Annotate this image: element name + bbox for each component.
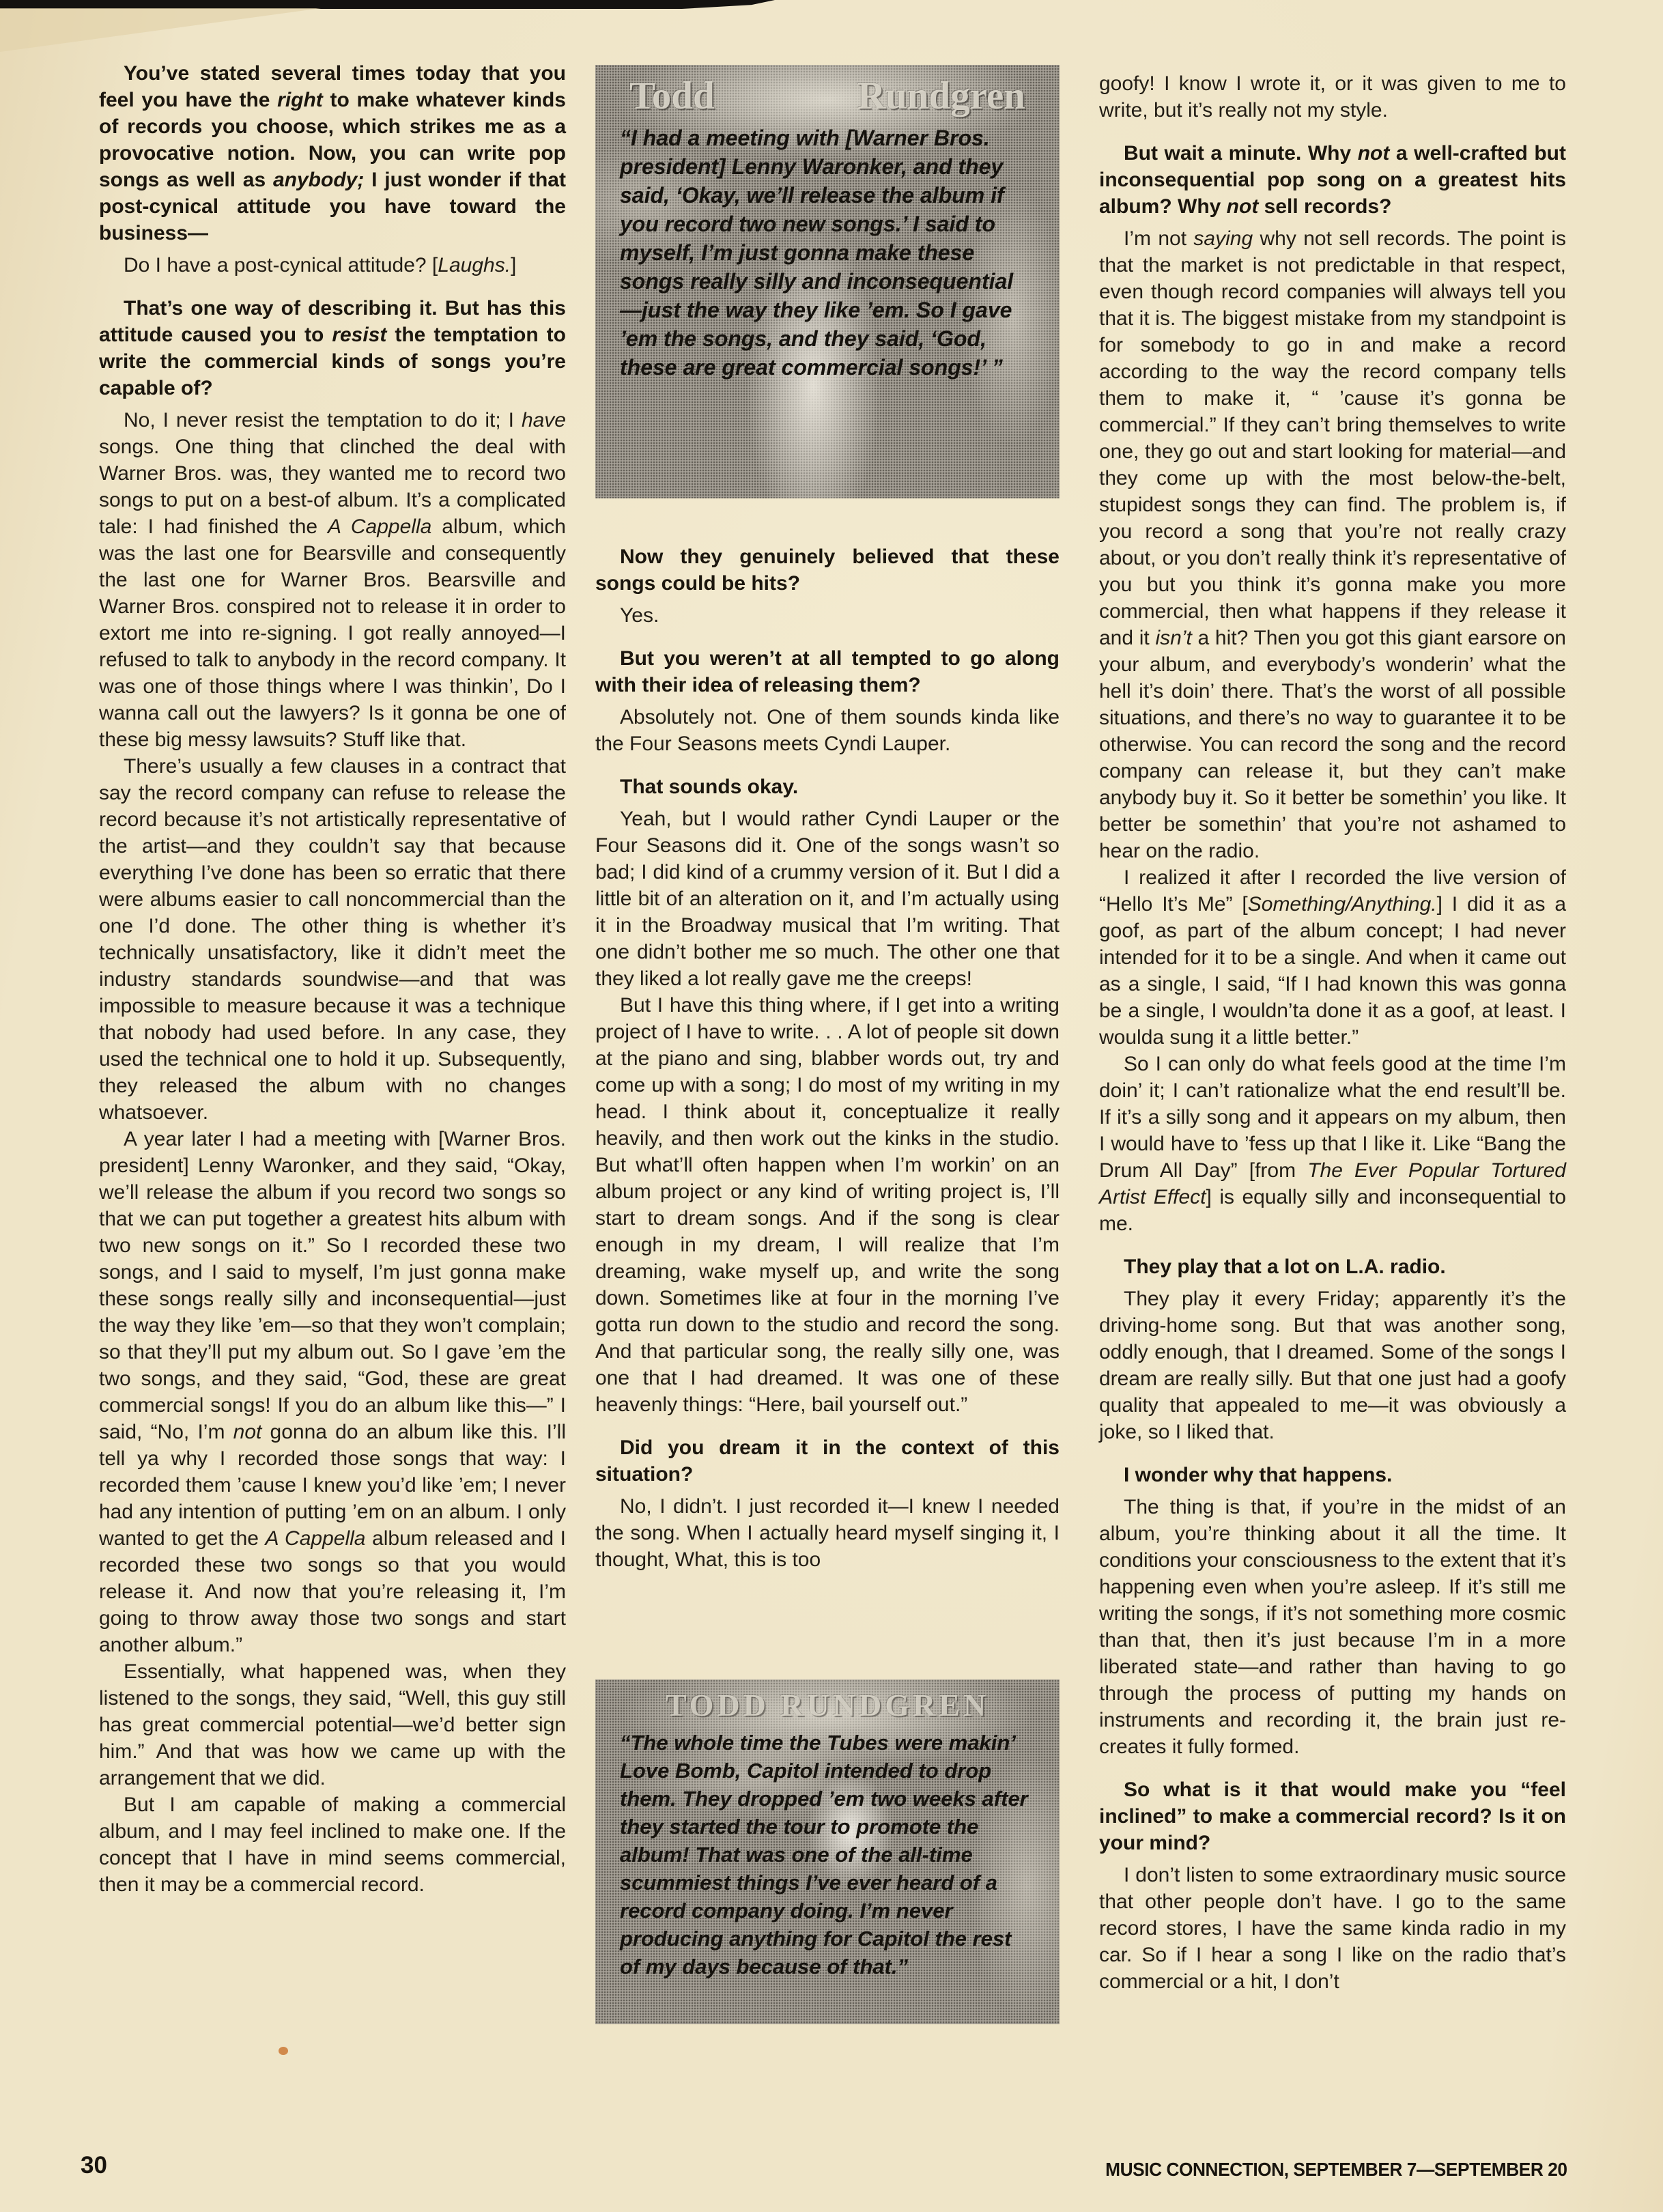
question-paragraph: I wonder why that happens. (1124, 1464, 1393, 1486)
question-paragraph: Now they genuinely believed that these songs could be hits? (595, 545, 1060, 595)
answer-paragraph: There’s usually a few clauses in a contract that say the record company can refuse to release the record because it’s not artistically representative of the artist—and they couldn’t say that because everything I’ve done has been so erratic that there were albums easier to call noncommercial than the one I’d done. The other thing is whether it’s technically unsatisfactory, like it didn’t meet the industry standards soundwise—and that was impossible to measure because it was a technique that nobody had used before. In any case, they used the technical one to hold it up. Subsequently, they released the album with no changes whatsoever. (99, 755, 566, 1124)
answer-paragraph: Do I have a post-cynical attitude? [Laughs.] (124, 254, 517, 276)
answer-paragraph: But I have this thing where, if I get into a writing project of I have to write. . . A lot of people sit down at the piano and sing, blabber words out, try and come up with a song; I do most of my writing in my head. I think about it, conceptualize it really heavily, and then work out the kinks in the studio. But what’ll often happen when I’m workin’ on an album project or any kind of writing project is, I’ll start to dream songs. And if the song is clear enough in my dream, I will realize that I’m dreaming, wake myself up, and write the song down. Sometimes like at four in the morning I’ve gotta run down to the studio and record the song. And that particular song, the really silly one, was one that I had dreamed. It was one of these heavenly things: “Here, bail yourself out.” (595, 994, 1060, 1416)
answer-paragraph: They play it every Friday; apparently it’s the driving-home song. But that was another song, oddly enough, that I dreamed. Some of the songs I dream are really silly. But that one just had a goofy quality that appealed to me—it was obviously a joke, so I liked that. (1099, 1288, 1566, 1443)
answer-paragraph: But I am capable of making a commercial album, and I may feel inclined to make one. If the concept that I have in mind seems commercial, then it may be a commercial record. (99, 1793, 566, 1896)
answer-paragraph: The thing is that, if you’re in the midst of an album, you’re thinking about it all the time. It conditions your consciousness to the extent that it’s happening even when you’re asleep. If it’s still me writing the songs, if it’s not something more cosmic than that, then it’s just because I’m in a more liberated state—and rather than having to go through the process of putting my hands on instruments and recording it, the brain just re-creates it fully formed. (1099, 1496, 1566, 1758)
ink-speck (279, 2047, 288, 2055)
scan-artifact-strip (0, 0, 775, 9)
right-column (1099, 70, 1566, 1995)
ghost-photo-title: TODD RUNDGREN (665, 1688, 990, 1722)
footer-text: MUSIC CONNECTION, SEPTEMBER 7—SEPTEMBER 20 (1105, 2159, 1567, 2180)
answer-paragraph: A year later I had a meeting with [Warner Bros. president] Lenny Waronker, and they said, “Okay, we’ll release the album if you record two songs so that we can put together a greatest hits album with two new songs on it.” So I recorded these two songs, and I said to myself, I’m just gonna make these songs really silly and inconsequential—just the way they like ’em—so that they won’t complain; so that they’ll put my album out. So I gave ’em the two songs, and they said, “God, these are great commercial songs! If you do an album like this—” I said, “No, I’m not gonna do an album like this. I’ll tell ya why I recorded those songs that way: I recorded them ’cause I knew you’d like ’em; I never had any intention of putting ’em on an album. I only wanted to get the A Cappella album released and I recorded these two songs so that you would release it. And now that you’re releasing it, I’m going to throw away those two songs and start another album.” (99, 1128, 567, 1656)
pull-quote-text: “The whole time the Tubes were makin’ Love Bomb, Capitol intended to drop them. They dropped ’em two weeks after they started the tour to promote the album! That was one of the all-time scummiest things I’ve ever heard of a record company doing. I’m never producing anything for Capitol the rest of my days because of that.” (620, 1731, 1028, 1979)
middle-column-text (595, 543, 1060, 1573)
ghost-title-word: Rundgren (857, 74, 1025, 117)
pull-quote-text: “I had a meeting with [Warner Bros. president] Lenny Waronker, and they said, ‘Okay, we’ll release the album if you record two new songs.’ I said to myself, I’m just gonna make these songs really silly and inconsequential—just the way they like ’em. So I gave ’em the songs, and they said, ‘God, these are great commercial songs!’ ” (620, 126, 1014, 380)
left-column (99, 60, 566, 1898)
middle-column (595, 65, 1060, 1979)
answer-paragraph: I realized it after I recorded the live version of “Hello It’s Me” [Something/Anything.] I did it as a goof, as part of the album concept; I had never intended for it to be a single. And when it came out as a single, I said, “If I had known this was gonna be a single, I wouldn’ta done it as a goof, at least. I woulda sung it a little better.” (1099, 866, 1566, 1049)
question-paragraph: But you weren’t at all tempted to go along with their idea of releasing them? (595, 647, 1060, 696)
footer-publication-date (1076, 2159, 1567, 2181)
question-paragraph: That sounds okay. (620, 776, 799, 798)
answer-paragraph: No, I didn’t. I just recorded it—I knew I needed the song. When I actually heard myself singing it, I thought, What, this is too (595, 1495, 1060, 1571)
question-paragraph: So what is it that would make you “feel inclined” to make a commercial record? Is it on your mind? (1099, 1778, 1566, 1854)
page-number: 30 (81, 2152, 107, 2179)
answer-paragraph: goofy! I know I wrote it, or it was given to me to write, but it’s really not my style. (1099, 72, 1566, 122)
page-corner-fold (0, 8, 321, 52)
answer-paragraph: I’m not saying why not sell records. The point is that the market is not predictable in that respect, even though record companies will always tell you that it is. The biggest mistake from my standpoint is for somebody to go in and make a record according to the way the record company tells them to make it, “ ’cause it’s gonna be commercial.” If they can’t bring themselves to write one, they go out and start looking for material—and they come up with the most below-the-belt, stupidest songs they can find. The problem is, if you record a song that you’re not really crazy about, or you don’t really think it’s representative of you but you think it’s gonna make you more commercial, then what happens if they release it and it isn’t a hit? Then you got this giant earsore on your album, and everybody’s wonderin’ what the hell it’s doin’ there. That’s the worst of all possible situations, and there’s no way to guarantee it to be otherwise. You can record the song and the record company can release it, but they can’t make anybody buy it. So it better be somethin’ you like. It better be somethin’ that you’re not ashamed to hear on the radio. (1099, 227, 1566, 862)
ghost-title-word: Todd (629, 74, 715, 117)
answer-paragraph: Essentially, what happened was, when they listened to the songs, they said, “Well, this guy still has great commercial potential—we’d better sign him.” And that was how we came up with the arrangement that we did. (99, 1660, 566, 1789)
answer-paragraph: Yeah, but I would rather Cyndi Lauper or the Four Seasons did it. One of the songs wasn’t so bad; I did kind of a crummy version of it. But I did a little bit of an alteration on it, and I’m actually using it in the Broadway musical that I’m writing. That one didn’t bother me so much. The other one that they liked a lot really gave me the creeps! (595, 808, 1060, 990)
question-paragraph: But wait a minute. Why not a well-crafted but inconsequential pop song on a greatest hits album? Why not sell records? (1099, 142, 1566, 218)
answer-paragraph: Yes. (620, 604, 659, 627)
pull-quote-box-2 (595, 1679, 1060, 2024)
answer-paragraph: I don’t listen to some extraordinary music source that other people don’t have. I go to the same record stores, I have the same kinda radio in my car. So if I hear a song I like on the radio that’s commercial or a hit, I don’t (1099, 1864, 1566, 1993)
question-paragraph: You’ve stated several times today that you feel you have the right to make whatever kinds of records you choose, which strikes me as a provocative notion. Now, you can write pop songs as well as anybody; I just wonder if that post-cynical attitude you have toward the business— (99, 62, 566, 244)
answer-paragraph: Absolutely not. One of them sounds kinda like the Four Seasons meets Cyndi Lauper. (595, 706, 1060, 755)
question-paragraph: Did you dream it in the context of this situation? (595, 1436, 1060, 1486)
answer-paragraph: So I can only do what feels good at the time I’m doin’ it; I can’t rationalize what the end result’ll be. If it’s a silly song and it appears on my album, then I would have to ’fess up that I like it. Like “Bang the Drum All Day” [from The Ever Popular Tortured Artist Effect] is equally silly and inconsequential to me. (1099, 1053, 1566, 1235)
pull-quote-box-1 (595, 65, 1060, 498)
ghost-photo-title (620, 76, 1035, 117)
answer-paragraph: No, I never resist the temptation to do it; I have songs. One thing that clinched the deal with Warner Bros. was, they wanted me to record two songs to put on a best-of album. It’s a complicated tale: I had finished the A Cappella album, which was the last one for Bearsville and consequently the last one for Warner Bros. Bearsville and Warner Bros. conspired not to release it in order to extort me into re-signing. I got really annoyed—I refused to talk to anybody in the record company. It was one of those things where I was thinkin’, Do I wanna call out the lawyers? Is it gonna be one of these big messy lawsuits? Stuff like that. (99, 409, 566, 751)
question-paragraph: That’s one way of describing it. But has this attitude caused you to resist the temptation to write the commercial kinds of songs you’re capable of? (99, 297, 566, 399)
question-paragraph: They play that a lot on L.A. radio. (1124, 1256, 1446, 1278)
